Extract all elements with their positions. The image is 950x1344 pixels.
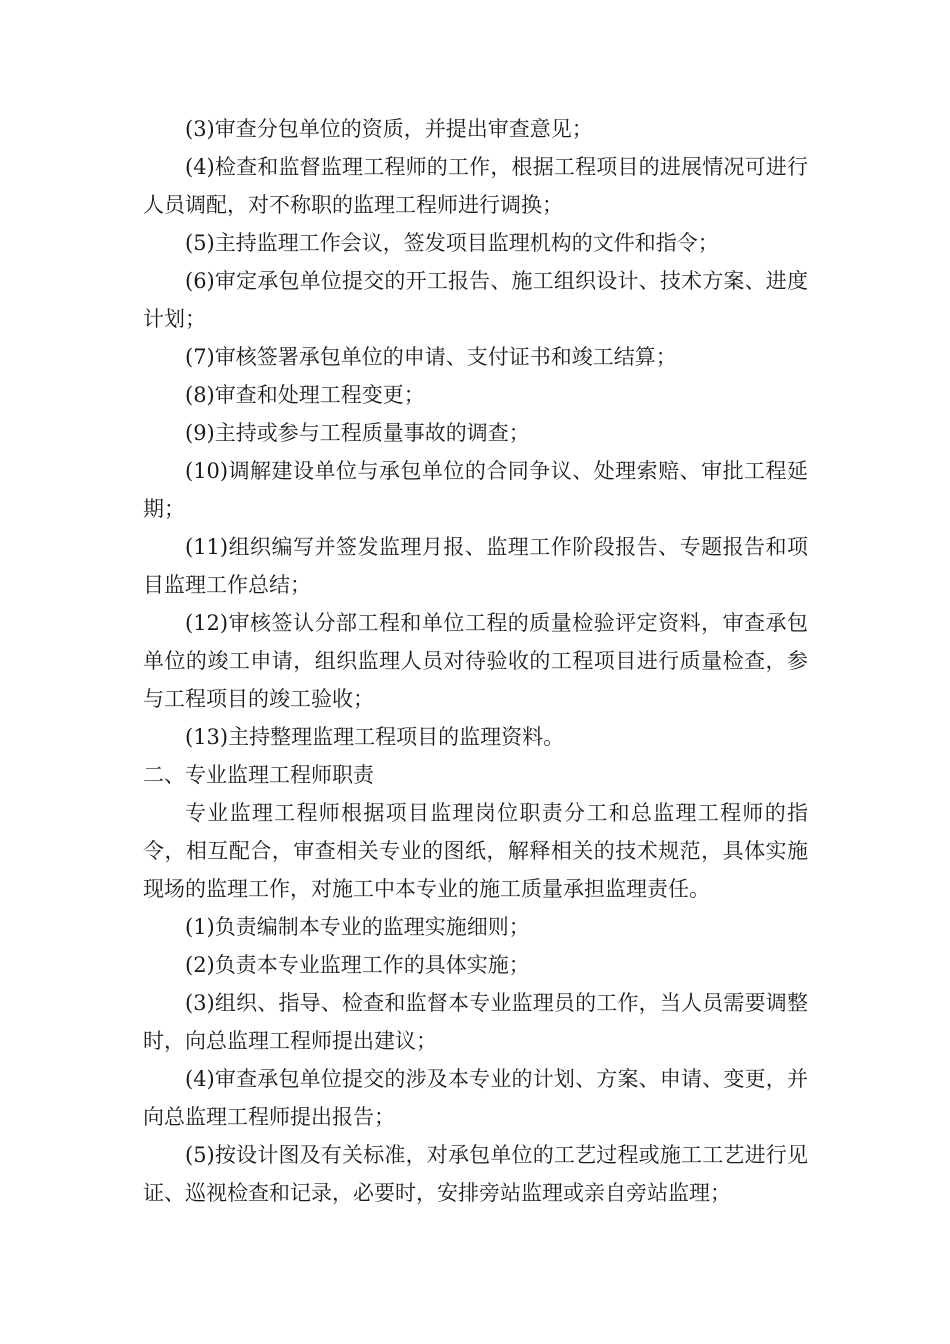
paragraph-section-intro: 专业监理工程师根据项目监理岗位职责分工和总监理工程师的指令，相互配合，审查相关专业的图纸，解释相关的技术规范，具体实施现场的监理工作，对施工中本专业的施工质量承担监理责任。 xyxy=(143,801,808,901)
paragraph-duty-5: (5)按设计图及有关标准，对承包单位的工艺过程或施工工艺进行见证、巡视检查和记录，必要时，安排旁站监理或亲自旁站监理； xyxy=(143,1143,808,1205)
paragraph-duty-1: (1)负责编制本专业的监理实施细则； xyxy=(185,915,530,939)
paragraph-item-12-quality-inspection: (12)审核签认分部工程和单位工程的质量检验评定资料，审查承包单位的竣工申请，组织监理人员对待验收的工程项目进行质量检查，参与工程项目的竣工验收； xyxy=(143,611,808,711)
paragraph-duty-3: (3)组织、指导、检查和监督本专业监理员的工作，当人员需要调整时，向总监理工程师提出建议； xyxy=(143,991,808,1053)
paragraph-item-8-changes: (8)审查和处理工程变更； xyxy=(185,383,425,407)
paragraph-duty-2: (2)负责本专业监理工作的具体实施； xyxy=(185,953,530,977)
paragraph-item-6-approve-reports: (6)审定承包单位提交的开工报告、施工组织设计、技术方案、进度计划； xyxy=(143,269,808,331)
paragraph-item-11-reports: (11)组织编写并签发监理月报、监理工作阶段报告、专题报告和项目监理工作总结； xyxy=(143,535,808,597)
paragraph-item-3-review-subcontractor: (3)审查分包单位的资质，并提出审查意见； xyxy=(185,117,593,141)
paragraph-item-5-meetings: (5)主持监理工作会议，签发项目监理机构的文件和指令； xyxy=(185,231,719,255)
section-heading: 二、专业监理工程师职责 xyxy=(143,763,374,787)
paragraph-item-13-archives: (13)主持整理监理工程项目的监理资料。 xyxy=(185,725,565,749)
paragraph-duty-4: (4)审查承包单位提交的涉及本专业的计划、方案、申请、变更，并向总监理工程师提出报告； xyxy=(143,1067,808,1129)
paragraph-item-4-supervise-engineers: (4)检查和监督监理工程师的工作，根据工程项目的进展情况可进行人员调配，对不称职的监理工程师进行调换； xyxy=(143,155,808,217)
paragraph-item-10-disputes: (10)调解建设单位与承包单位的合同争议、处理索赔、审批工程延期； xyxy=(143,459,808,521)
paragraph-item-9-accidents: (9)主持或参与工程质量事故的调查； xyxy=(185,421,530,445)
document-body xyxy=(143,110,808,1212)
paragraph-item-7-sign-settlements: (7)审核签署承包单位的申请、支付证书和竣工结算； xyxy=(185,345,677,369)
